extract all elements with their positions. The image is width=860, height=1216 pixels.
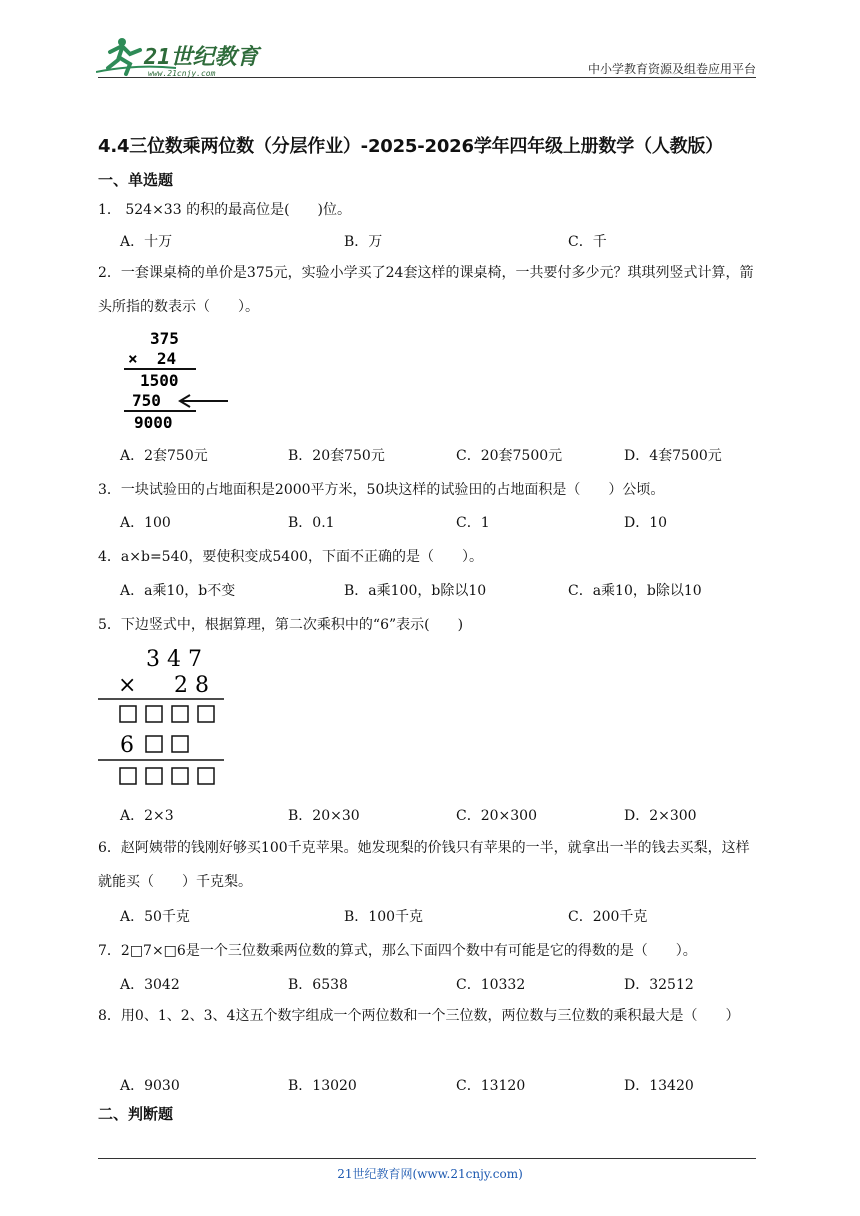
q5-option-c[interactable]: C．20×300 bbox=[456, 808, 537, 824]
question-7: 7．2□7×□6是一个三位数乘两位数的算式，那么下面四个数中有可能是它的得数的是（ ）。 bbox=[98, 943, 697, 959]
question-8: 8．用0、1、2、3、4这五个数字组成一个两位数和一个三位数，两位数与三位数的乘积最大是（ ） bbox=[98, 1008, 740, 1024]
q4-option-a[interactable]: A．a乘10，b不变 bbox=[120, 583, 236, 599]
q8-option-b[interactable]: B．13020 bbox=[288, 1078, 357, 1094]
svg-text:1500: 1500 bbox=[140, 371, 179, 390]
q6-option-a[interactable]: A．50千克 bbox=[120, 909, 190, 925]
svg-text:21世纪教育: 21世纪教育 bbox=[144, 45, 259, 70]
q2-option-b[interactable]: B．20套750元 bbox=[288, 448, 385, 464]
question-5: 5．下边竖式中，根据算理，第二次乘积中的“6”表示( ) bbox=[98, 617, 464, 633]
question-3: 3．一块试验田的占地面积是2000平方米，50块这样的试验田的占地面积是（ ）公顷。 bbox=[98, 482, 665, 498]
q1-option-a[interactable]: A．十万 bbox=[120, 234, 173, 250]
question-1: 1． 524×33 的积的最高位是( )位。 bbox=[98, 202, 351, 218]
q5-option-d[interactable]: D．2×300 bbox=[624, 808, 697, 824]
logo-icon bbox=[96, 34, 266, 78]
svg-text:×: × bbox=[118, 673, 137, 698]
q7-option-a[interactable]: A．3042 bbox=[120, 977, 180, 993]
header-platform: 中小学教育资源及组卷应用平台 bbox=[587, 62, 756, 76]
header-divider bbox=[98, 77, 756, 78]
q7-option-d[interactable]: D．32512 bbox=[624, 977, 694, 993]
q8-option-a[interactable]: A．9030 bbox=[120, 1078, 180, 1094]
q3-option-a[interactable]: A．100 bbox=[120, 515, 171, 531]
q2-option-d[interactable]: D．4套7500元 bbox=[624, 448, 722, 464]
svg-text:3 4 7: 3 4 7 bbox=[146, 647, 202, 672]
svg-text:9000: 9000 bbox=[134, 413, 173, 432]
question-4: 4．a×b=540，要使积变成5400，下面不正确的是（ ）。 bbox=[98, 549, 484, 565]
q7-option-c[interactable]: C．10332 bbox=[456, 977, 526, 993]
section-heading-true-false: 二、判断题 bbox=[98, 1105, 174, 1123]
q1-option-b[interactable]: B．万 bbox=[344, 234, 383, 250]
question-6: 6．赵阿姨带的钱刚好够买100千克苹果。她发现梨的价钱只有苹果的一半，就拿出一半的钱去买梨，这样就能买（ ）千克梨。 bbox=[98, 840, 750, 890]
question-2: 2．一套课桌椅的单价是375元，实验小学买了24套这样的课桌椅，一共要付多少元？琪琪列竖式计算，箭头所指的数表示（ ）。 bbox=[98, 265, 754, 315]
q2-option-a[interactable]: A．2套750元 bbox=[120, 448, 208, 464]
site-logo bbox=[96, 34, 266, 78]
q5-vertical-calc-figure bbox=[98, 644, 228, 796]
footer-divider bbox=[98, 1158, 756, 1159]
q3-option-c[interactable]: C．1 bbox=[456, 515, 490, 531]
q4-option-b[interactable]: B．a乘100，b除以10 bbox=[344, 583, 487, 599]
q2-vertical-calc-figure bbox=[110, 326, 234, 436]
q6-option-b[interactable]: B．100千克 bbox=[344, 909, 424, 925]
q2-option-c[interactable]: C．20套7500元 bbox=[456, 448, 563, 464]
q3-option-d[interactable]: D．10 bbox=[624, 515, 668, 531]
q7-option-b[interactable]: B．6538 bbox=[288, 977, 348, 993]
svg-text:× 24: × 24 bbox=[128, 349, 177, 368]
page-title: 4.4三位数乘两位数（分层作业）-2025-2026学年四年级上册数学（人教版） bbox=[98, 136, 724, 157]
svg-text:www.21cnjy.com: www.21cnjy.com bbox=[148, 69, 216, 78]
q5-option-a[interactable]: A．2×3 bbox=[120, 808, 174, 824]
q6-option-c[interactable]: C．200千克 bbox=[568, 909, 648, 925]
q5-option-b[interactable]: B．20×30 bbox=[288, 808, 360, 824]
footer-source-link[interactable]: 21世纪教育网(www.21cnjy.com) bbox=[337, 1167, 523, 1181]
q3-option-b[interactable]: B．0.1 bbox=[288, 515, 335, 531]
svg-text:375: 375 bbox=[150, 329, 179, 348]
svg-text:2 8: 2 8 bbox=[174, 673, 209, 698]
section-heading-single-choice: 一、单选题 bbox=[98, 171, 174, 189]
q8-option-d[interactable]: D．13420 bbox=[624, 1078, 694, 1094]
svg-text:750: 750 bbox=[132, 391, 161, 410]
svg-text:6: 6 bbox=[120, 733, 134, 758]
q8-option-c[interactable]: C．13120 bbox=[456, 1078, 526, 1094]
q1-option-c[interactable]: C．千 bbox=[568, 234, 607, 250]
q4-option-c[interactable]: C．a乘10，b除以10 bbox=[568, 583, 702, 599]
